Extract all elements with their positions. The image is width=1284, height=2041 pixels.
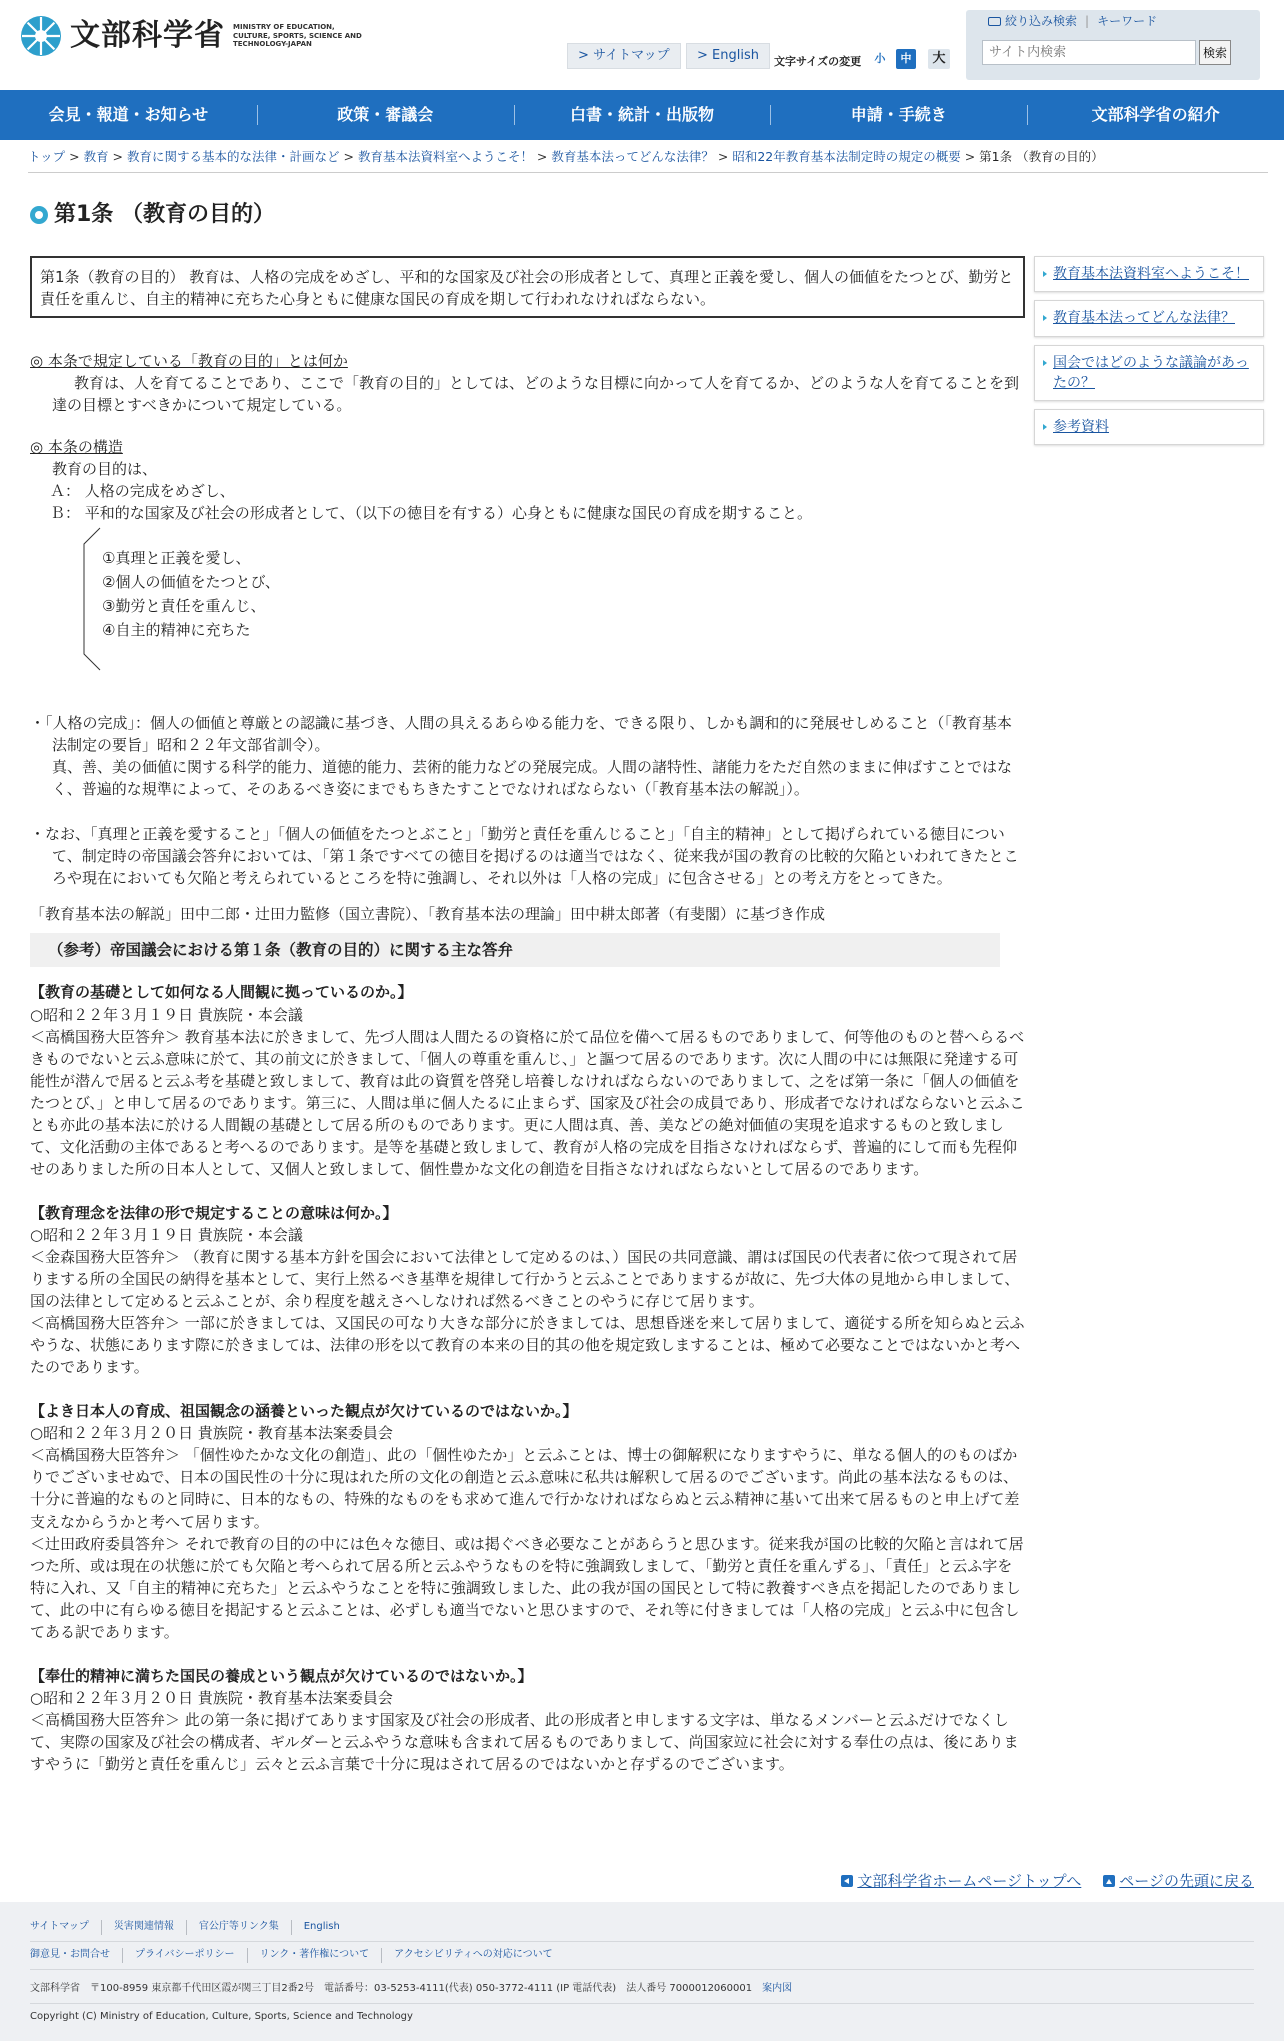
nav-item-publications[interactable]: 白書・統計・出版物 bbox=[514, 90, 771, 140]
footer-links-row1 bbox=[30, 1920, 1254, 1942]
breadcrumb-separator: > bbox=[713, 149, 733, 164]
sidebar-link[interactable]: 国会ではどのような議論があったの？ bbox=[1053, 354, 1249, 391]
debate-date: ○昭和２２年３月１９日 貴族院・本会議 bbox=[30, 1225, 303, 1244]
virtue-item: ④自主的精神に充ちた bbox=[102, 621, 251, 640]
debate-date: ○昭和２２年３月１９日 貴族院・本会議 bbox=[30, 1005, 303, 1024]
debate-block bbox=[30, 1400, 1025, 1643]
sitemap-button[interactable]: > サイトマップ bbox=[567, 43, 681, 69]
structure-item-b: Ｂ： 平和的な国家及び社会の形成者として、（以下の徳目を有する）心身ともに健康な国民の育成を期すること。 bbox=[50, 504, 812, 523]
breadcrumb-separator: > bbox=[532, 149, 552, 164]
breadcrumb-separator: > bbox=[960, 149, 980, 164]
font-size-large-button[interactable]: 大 bbox=[928, 49, 950, 69]
breadcrumb-link[interactable]: 教育 bbox=[83, 149, 109, 164]
logo-mark-icon bbox=[20, 15, 62, 57]
tab-filter-search[interactable]: 絞り込み検索 bbox=[1005, 14, 1078, 28]
footer-link[interactable]: English bbox=[303, 1921, 340, 1932]
debate-question: 【よき日本人の育成、祖国観念の涵養といった観点が欠けているのではないか。】 bbox=[30, 1402, 578, 1421]
debate-date: ○昭和２２年３月２０日 貴族院・教育基本法案委員会 bbox=[30, 1688, 393, 1707]
footer-links-row2 bbox=[30, 1948, 1254, 1970]
search-tabs bbox=[988, 13, 1157, 31]
source-note: 「教育基本法の解説」田中二郎・辻田力監修（国立書院）、「教育基本法の理論」田中耕太郎著（有斐閣）に基づき作成 bbox=[30, 904, 826, 923]
debate-answer: ＜高橋国務大臣答弁＞ 「個性ゆたかな文化の創造」、此の「個性ゆたか」と云ふことは、博士の御解釈になりますやうに、単なる個人的のものばかりでございませぬで、日本の国民性の十分に現はれた所の文化の創造と云ふ意味に私共は解釈して居るのでございます。尚此の基本法なるものは、十分に普遍的なものと同時に、日本的なもの、特殊的なものをも求めて進んで行かなければならぬと云ふ精神に基いて出来て居るものと申上げて差支えなからうかと考へて居ります。 bbox=[30, 1446, 1020, 1531]
bullets bbox=[30, 712, 1025, 888]
footer-copyright: Copyright (C) Ministry of Education, Culture, Sports, Science and Technology bbox=[30, 2011, 413, 2022]
tab-divider: | bbox=[1085, 14, 1090, 28]
breadcrumb-link[interactable]: 教育に関する基本的な法律・計画など bbox=[127, 149, 340, 164]
tab-keyword[interactable]: キーワード bbox=[1097, 14, 1158, 28]
sidebar-item-what-law[interactable] bbox=[1034, 300, 1264, 336]
main-content bbox=[30, 256, 1025, 1775]
search-box bbox=[966, 10, 1260, 80]
breadcrumb bbox=[28, 148, 1268, 173]
footer-copyright-row bbox=[30, 2010, 1254, 2031]
bullet-item: ・なお、「真理と正義を愛すること」「個人の価値をたつとぶこと」「勤労と責任を重んじること」「自主的精神」として掲げられている徳目について、制定時の帝国議会答弁においては、「第１条ですべての徳目を掲げるのは適当ではなく、従来我が国の教育の比較的欠陥といわれてきたところや現在においても欠陥と考えられているところを特に強調し、それ以外は「人格の完成」に包含させる」との考え方をとってきた。 bbox=[30, 824, 1019, 887]
title-bullet-icon bbox=[30, 206, 48, 224]
footer-link[interactable]: 御意見・お問合せ bbox=[30, 1948, 123, 1963]
virtue-item: ③勤労と責任を重んじ、 bbox=[102, 597, 266, 616]
virtue-item: ①真理と正義を愛し、 bbox=[102, 549, 251, 568]
search-input[interactable] bbox=[982, 40, 1196, 65]
virtue-item: ②個人の価値をたつとび、 bbox=[102, 573, 280, 592]
page-top-link-text[interactable]: ページの先頭に戻る bbox=[1119, 1872, 1254, 1890]
footer-link[interactable]: 官公庁等リンク集 bbox=[199, 1920, 292, 1935]
debate-question: 【教育理念を法律の形で規定することの意味は何か。】 bbox=[30, 1203, 398, 1222]
debate-answer: ＜金森国務大臣答弁＞ （教育に関する基本方針を国会において法律として定めるのは、）国民の共同意識、謂はば国民の代表者に依つて現されて居りまする所の全国民の納得を基本として、実行上然るべき基準を規律して行かうと云ふことでありまするが故に、先づ大体の見地から申しまして、国の法律として定めると云ふことが、余り程度を越えさへしなければ然るべきことのやうに存じて居ります。 bbox=[30, 1248, 1020, 1311]
footer-link[interactable]: アクセシビリティへの対応について bbox=[394, 1949, 553, 1960]
debate-answer: ＜高橋国務大臣答弁＞ 此の第一条に掲げてあります国家及び社会の形成者、此の形成者と申しまする文字は、単なるメンバーと云ふだけでなくして、実際の国家及び社会の構成者、ギルダーと云ふやうな意味も含まれて居るものでありまして、尚国家竝に社会に対する奉仕の点は、後にありますやうに「勤労と責任を重んじ」云々と云ふ言葉で十分に現はされて居るのではないかと存ずるのでございます。 bbox=[30, 1710, 1019, 1773]
debate-block bbox=[30, 981, 1025, 1179]
nav-item-about[interactable]: 文部科学省の紹介 bbox=[1027, 90, 1284, 140]
logo-text-jp: 文部科学省 bbox=[70, 18, 225, 53]
breadcrumb-separator: > bbox=[108, 149, 127, 164]
section-purpose bbox=[30, 350, 1025, 416]
section-body-text: 教育は、人を育てることであり、ここで「教育の目的」としては、どのような目標に向かって人を育てるか、どのような人を育てることを到達の目標とすべきかについて規定している。 bbox=[52, 374, 1020, 415]
reference-heading: （参考）帝国議会における第１条（教育の目的）に関する主な答弁 bbox=[30, 933, 1000, 968]
english-button[interactable]: > English bbox=[686, 43, 770, 69]
nav-item-policy[interactable]: 政策・審議会 bbox=[257, 90, 514, 140]
debate-question: 【教育の基礎として如何なる人間観に拠っているのか。】 bbox=[30, 983, 413, 1002]
font-size-small-button[interactable]: 小 bbox=[870, 49, 890, 69]
global-nav bbox=[0, 90, 1284, 140]
page-title-text: 第1条 （教育の目的） bbox=[54, 202, 275, 227]
bullet-item: ・「人格の完成」：個人の価値と尊厳との認識に基づき、人間の具えるあらゆる能力を、できる限り、しかも調和的に発展せしめること（「教育基本法制定の要旨」昭和２２年文部省訓令）。 bbox=[30, 714, 1012, 755]
footer-link[interactable]: サイトマップ bbox=[30, 1920, 102, 1935]
breadcrumb-link[interactable]: トップ bbox=[28, 149, 66, 164]
page-title bbox=[30, 199, 275, 231]
debate-block bbox=[30, 1202, 1025, 1378]
footer-map-link[interactable]: 案内図 bbox=[762, 1983, 793, 1994]
font-size-medium-button[interactable]: 中 bbox=[896, 49, 916, 69]
sidebar-link[interactable]: 教育基本法資料室へようこそ！ bbox=[1053, 266, 1249, 282]
virtues-list bbox=[102, 546, 280, 642]
structure-intro: 教育の目的は、 bbox=[52, 460, 158, 479]
filter-icon bbox=[988, 17, 1001, 26]
debate-date: ○昭和２２年３月２０日 貴族院・教育基本法案委員会 bbox=[30, 1424, 393, 1443]
breadcrumb-link[interactable]: 昭和22年教育基本法制定時の規定の概要 bbox=[732, 149, 961, 164]
home-top-link-text[interactable]: 文部科学省ホームページトップへ bbox=[857, 1872, 1082, 1890]
logo[interactable] bbox=[20, 14, 368, 58]
bullet-item-continued: 真、善、美の価値に関する科学的能力、道徳的能力、芸術的能力などの発展完成。人間の諸特性、諸能力をただ自然のままに伸ばすことではなく、普遍的な規準によって、そのあるべき姿にまでもちきたすことでなければならない（「教育基本法の解説」）。 bbox=[52, 758, 1013, 799]
section-heading: ◎ 本条の構造 bbox=[30, 438, 123, 457]
breadcrumb-link[interactable]: 教育基本法資料室へようこそ！ bbox=[357, 149, 533, 164]
font-size-label: 文字サイズの変更 bbox=[774, 55, 862, 68]
bottom-links bbox=[841, 1870, 1254, 1892]
nav-item-applications[interactable]: 申請・手続き bbox=[770, 90, 1027, 140]
debate-answer: ＜高橋国務大臣答弁＞ 一部に於きましては、又国民の可なり大きな部分に於きましては、思想昏迷を来して居りまして、適従する所を知らぬと云ふやうな、状態にあります際に於きましては、法律の形を以て教育の本来の目的其の他を規定致しますることは、極めて必要なことではないかと考へたのであります。 bbox=[30, 1314, 1025, 1377]
footer-address: 文部科学省 〒100-8959 東京都千代田区霞が関三丁目2番2号 電話番号：03-5253-4111(代表) 050-3772-4111 (IP 電話代表) 法人番号 7000012060001 bbox=[30, 1983, 753, 1994]
debate-question: 【奉仕的精神に満ちた国民の養成という観点が欠けているのではないか。】 bbox=[30, 1666, 533, 1685]
sidebar-item-welcome[interactable] bbox=[1034, 256, 1264, 292]
breadcrumb-separator: > bbox=[65, 149, 84, 164]
section-heading: ◎ 本条で規定している「教育の目的」とは何か bbox=[30, 352, 348, 370]
arrow-left-icon bbox=[841, 1875, 853, 1887]
breadcrumb-separator: > bbox=[339, 149, 358, 164]
sidebar-item-references[interactable] bbox=[1034, 409, 1264, 445]
debate-block bbox=[30, 1665, 1025, 1775]
footer bbox=[0, 1902, 1284, 2041]
section-structure bbox=[30, 436, 1025, 674]
sidebar bbox=[1034, 256, 1264, 453]
footer-link[interactable]: 災害関連情報 bbox=[114, 1920, 187, 1935]
sidebar-link[interactable]: 教育基本法ってどんな法律？ bbox=[1053, 310, 1235, 327]
article-text-box: 第1条（教育の目的） 教育は、人格の完成をめざし、平和的な国家及び社会の形成者として、真理と正義を愛し、個人の価値をたつとび、勤労と責任を重んじ、自主的精神に充ちた心身ともに健康な国民の育成を期して行われなければならない。 bbox=[30, 256, 1025, 318]
sidebar-item-diet-debate[interactable] bbox=[1034, 345, 1264, 402]
structure-item-a: Ａ： 人格の完成をめざし、 bbox=[50, 482, 235, 501]
virtues-block bbox=[30, 524, 1025, 674]
header bbox=[0, 0, 1284, 90]
section-body bbox=[30, 372, 1025, 416]
logo-text-en: MINISTRY OF EDUCATION, CULTURE, SPORTS, SCIENCE AND TECHNOLOGY-JAPAN bbox=[233, 22, 362, 49]
search-button[interactable]: 検索 bbox=[1199, 40, 1231, 65]
bracket-icon bbox=[82, 526, 102, 672]
page-top-link[interactable] bbox=[1103, 1870, 1254, 1892]
footer-address-row bbox=[30, 1982, 1254, 2004]
nav-item-press[interactable]: 会見・報道・お知らせ bbox=[48, 105, 209, 124]
arrow-up-icon bbox=[1103, 1875, 1115, 1887]
breadcrumb-link[interactable]: 教育基本法ってどんな法律？ bbox=[551, 149, 714, 164]
home-top-link[interactable] bbox=[841, 1870, 1081, 1892]
breadcrumb-current: 第1条 （教育の目的） bbox=[979, 149, 1104, 164]
footer-link[interactable]: プライバシーポリシー bbox=[135, 1948, 248, 1963]
debate-answer: ＜高橋国務大臣答弁＞ 教育基本法に於きまして、先づ人間は人間たるの資格に於て品位を備へて居るものでありまして、何等他のものと替へらるべきものでないと云ふ意味に於て、其の前文に於きまして、「個人の尊重を重んじ、」と謳つて居るのであります。次に人間の中には無限に発達する可能性が潜んで居ると云ふ考を基礎と致しまして、教育は此の資質を啓発し培養しなければならないのでありまして、之をば第一条に「個人の価値をたつとび、」と申して居るのであります。第三に、人間は単に個人たるに止まらず、国家及び社会の成員であり、形成者でなければならないと云ふことも亦此の基本法に於ける人間観の基礎として居る所のものであります。更に人間は真、善、美などの絶対価値の実現を追求するものと致しまして、文化活動の主体であると考へるのであります。是等を基礎と致しまして、教育が人格の完成を目指さなければならず、普遍的にして而も先程仰せのありました所の日本人として、又個人と致しまして、個性豊かな文化の創造を目指さなければならないとして居るのであります。 bbox=[30, 1027, 1025, 1178]
sidebar-link[interactable]: 参考資料 bbox=[1053, 419, 1109, 436]
footer-link[interactable]: リンク・著作権について bbox=[260, 1948, 383, 1963]
debate-answer: ＜辻田政府委員答弁＞ それで教育の目的の中には色々な徳目、或は掲ぐべき必要なことがあらうと思ひます。従来我が国の比較的欠陥と言はれて居つた所、或は現在の状態に於ても欠陥と考へられて居る所と云ふやうなものを特に強調致しまして、「勤労と責任を重んずる」、「責任」と云ふ字を特に入れ、又「自主的精神に充ちた」と云ふやうなことを特に強調致しました、此の我が国の国民として特に教養すべき点を掲記したのでありまして、此の中に有らゆる徳目を掲記すると云ふことは、必ずしも適当でないと思ひますので、それ等に付きましては「人格の完成」と云ふ中に包含してある訳であります。 bbox=[30, 1534, 1024, 1641]
